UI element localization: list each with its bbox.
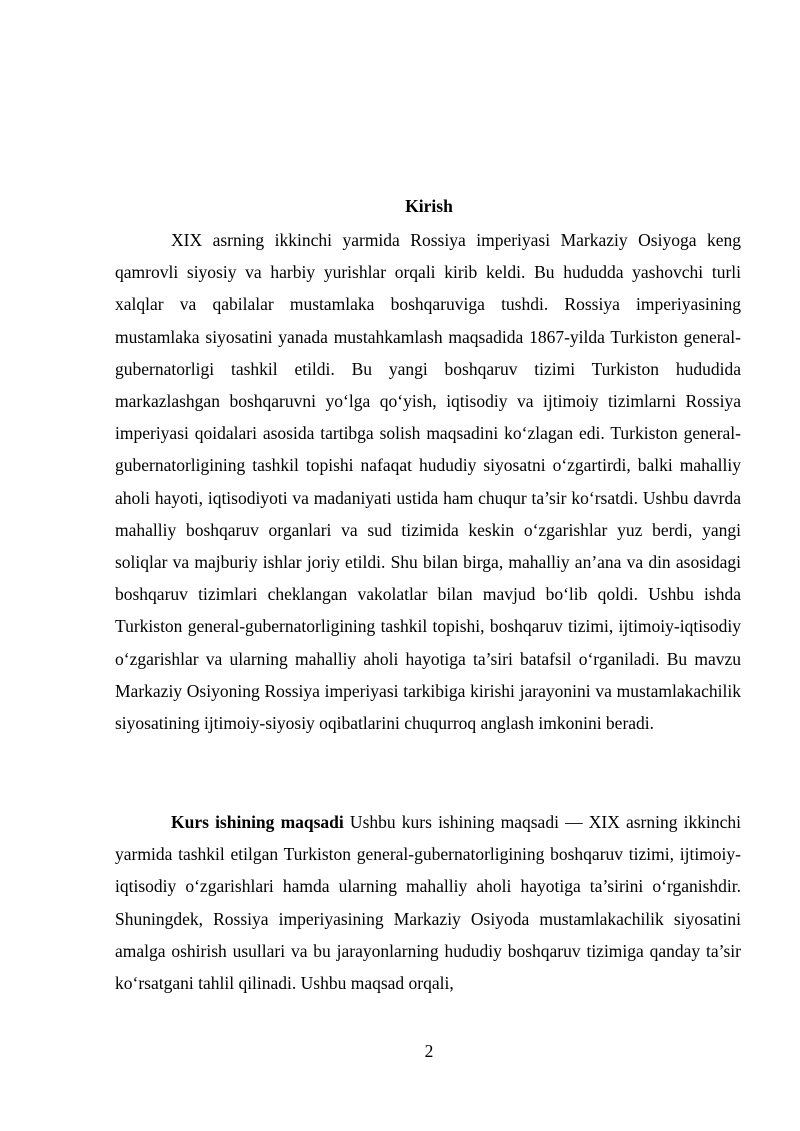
- goal-paragraph: [115, 806, 741, 999]
- goal-text: Ushbu kurs ishining maqsadi — XIX asrning ikkinchi yarmida tashkil etilgan Turkiston general-gubernatorligining boshqaruv tizimi, ijtimoiy-iqtisodiy o‘zgarishlari hamda ularning mahalliy aholi hayotiga ta’sirini o‘rganishdir. Shuningdek, Rossiya imperiyasining Markaziy Osiyoda mustamlakachilik siyosatini amalga oshirish usullari va bu jarayonlarning hududiy boshqaruv tizimiga qanday ta’sir ko‘rsatgani tahlil qilinadi. Ushbu maqsad orqali,: [115, 812, 741, 994]
- page-number: 2: [424, 1041, 434, 1061]
- section-heading: Kirish: [405, 196, 453, 216]
- goal-label: Kurs ishining maqsadi: [171, 812, 344, 832]
- intro-paragraph: XIX asrning ikkinchi yarmida Rossiya imperiyasi Markaziy Osiyoga keng qamrovli siyosiy va harbiy yurishlar orqali kirib keldi. Bu hududda yashovchi turli xalqlar va qabilalar mustamlaka boshqaruviga tushdi. Rossiya imperiyasining mustamlaka siyosatini yanada mustahkamlash maqsadida 1867-yilda Turkiston general-gubernatorligi tashkil etildi. Bu yangi boshqaruv tizimi Turkiston hududida markazlashgan boshqaruvni yo‘lga qo‘yish, iqtisodiy va ijtimoiy tizimlarni Rossiya imperiyasi qoidalari asosida tartibga solish maqsadini ko‘zlagan edi. Turkiston general-gubernatorligining tashkil topishi nafaqat hududiy siyosatni o‘zgartirdi, balki mahalliy aholi hayoti, iqtisodiyoti va madaniyati ustida ham chuqur ta’sir ko‘rsatdi. Ushbu davrda mahalliy boshqaruv organlari va sud tizimida keskin o‘zgarishlar yuz berdi, yangi soliqlar va majburiy ishlar joriy etildi. Shu bilan birga, mahalliy an’ana va din asosidagi boshqaruv tizimlari cheklangan vakolatlar bilan mavjud bo‘lib qoldi. Ushbu ishda Turkiston general-gubernatorligining tashkil topishi, boshqaruv tizimi, ijtimoiy-iqtisodiy o‘zgarishlar va ularning mahalliy aholi hayotiga ta’siri batafsil o‘rganiladi. Bu mavzu Markaziy Osiyoning Rossiya imperiyasi tarkibiga kirishi jarayonini va mustamlakachilik siyosatining ijtimoiy-siyosiy oqibatlarini chuqurroq anglash imkonini beradi.: [115, 230, 741, 734]
